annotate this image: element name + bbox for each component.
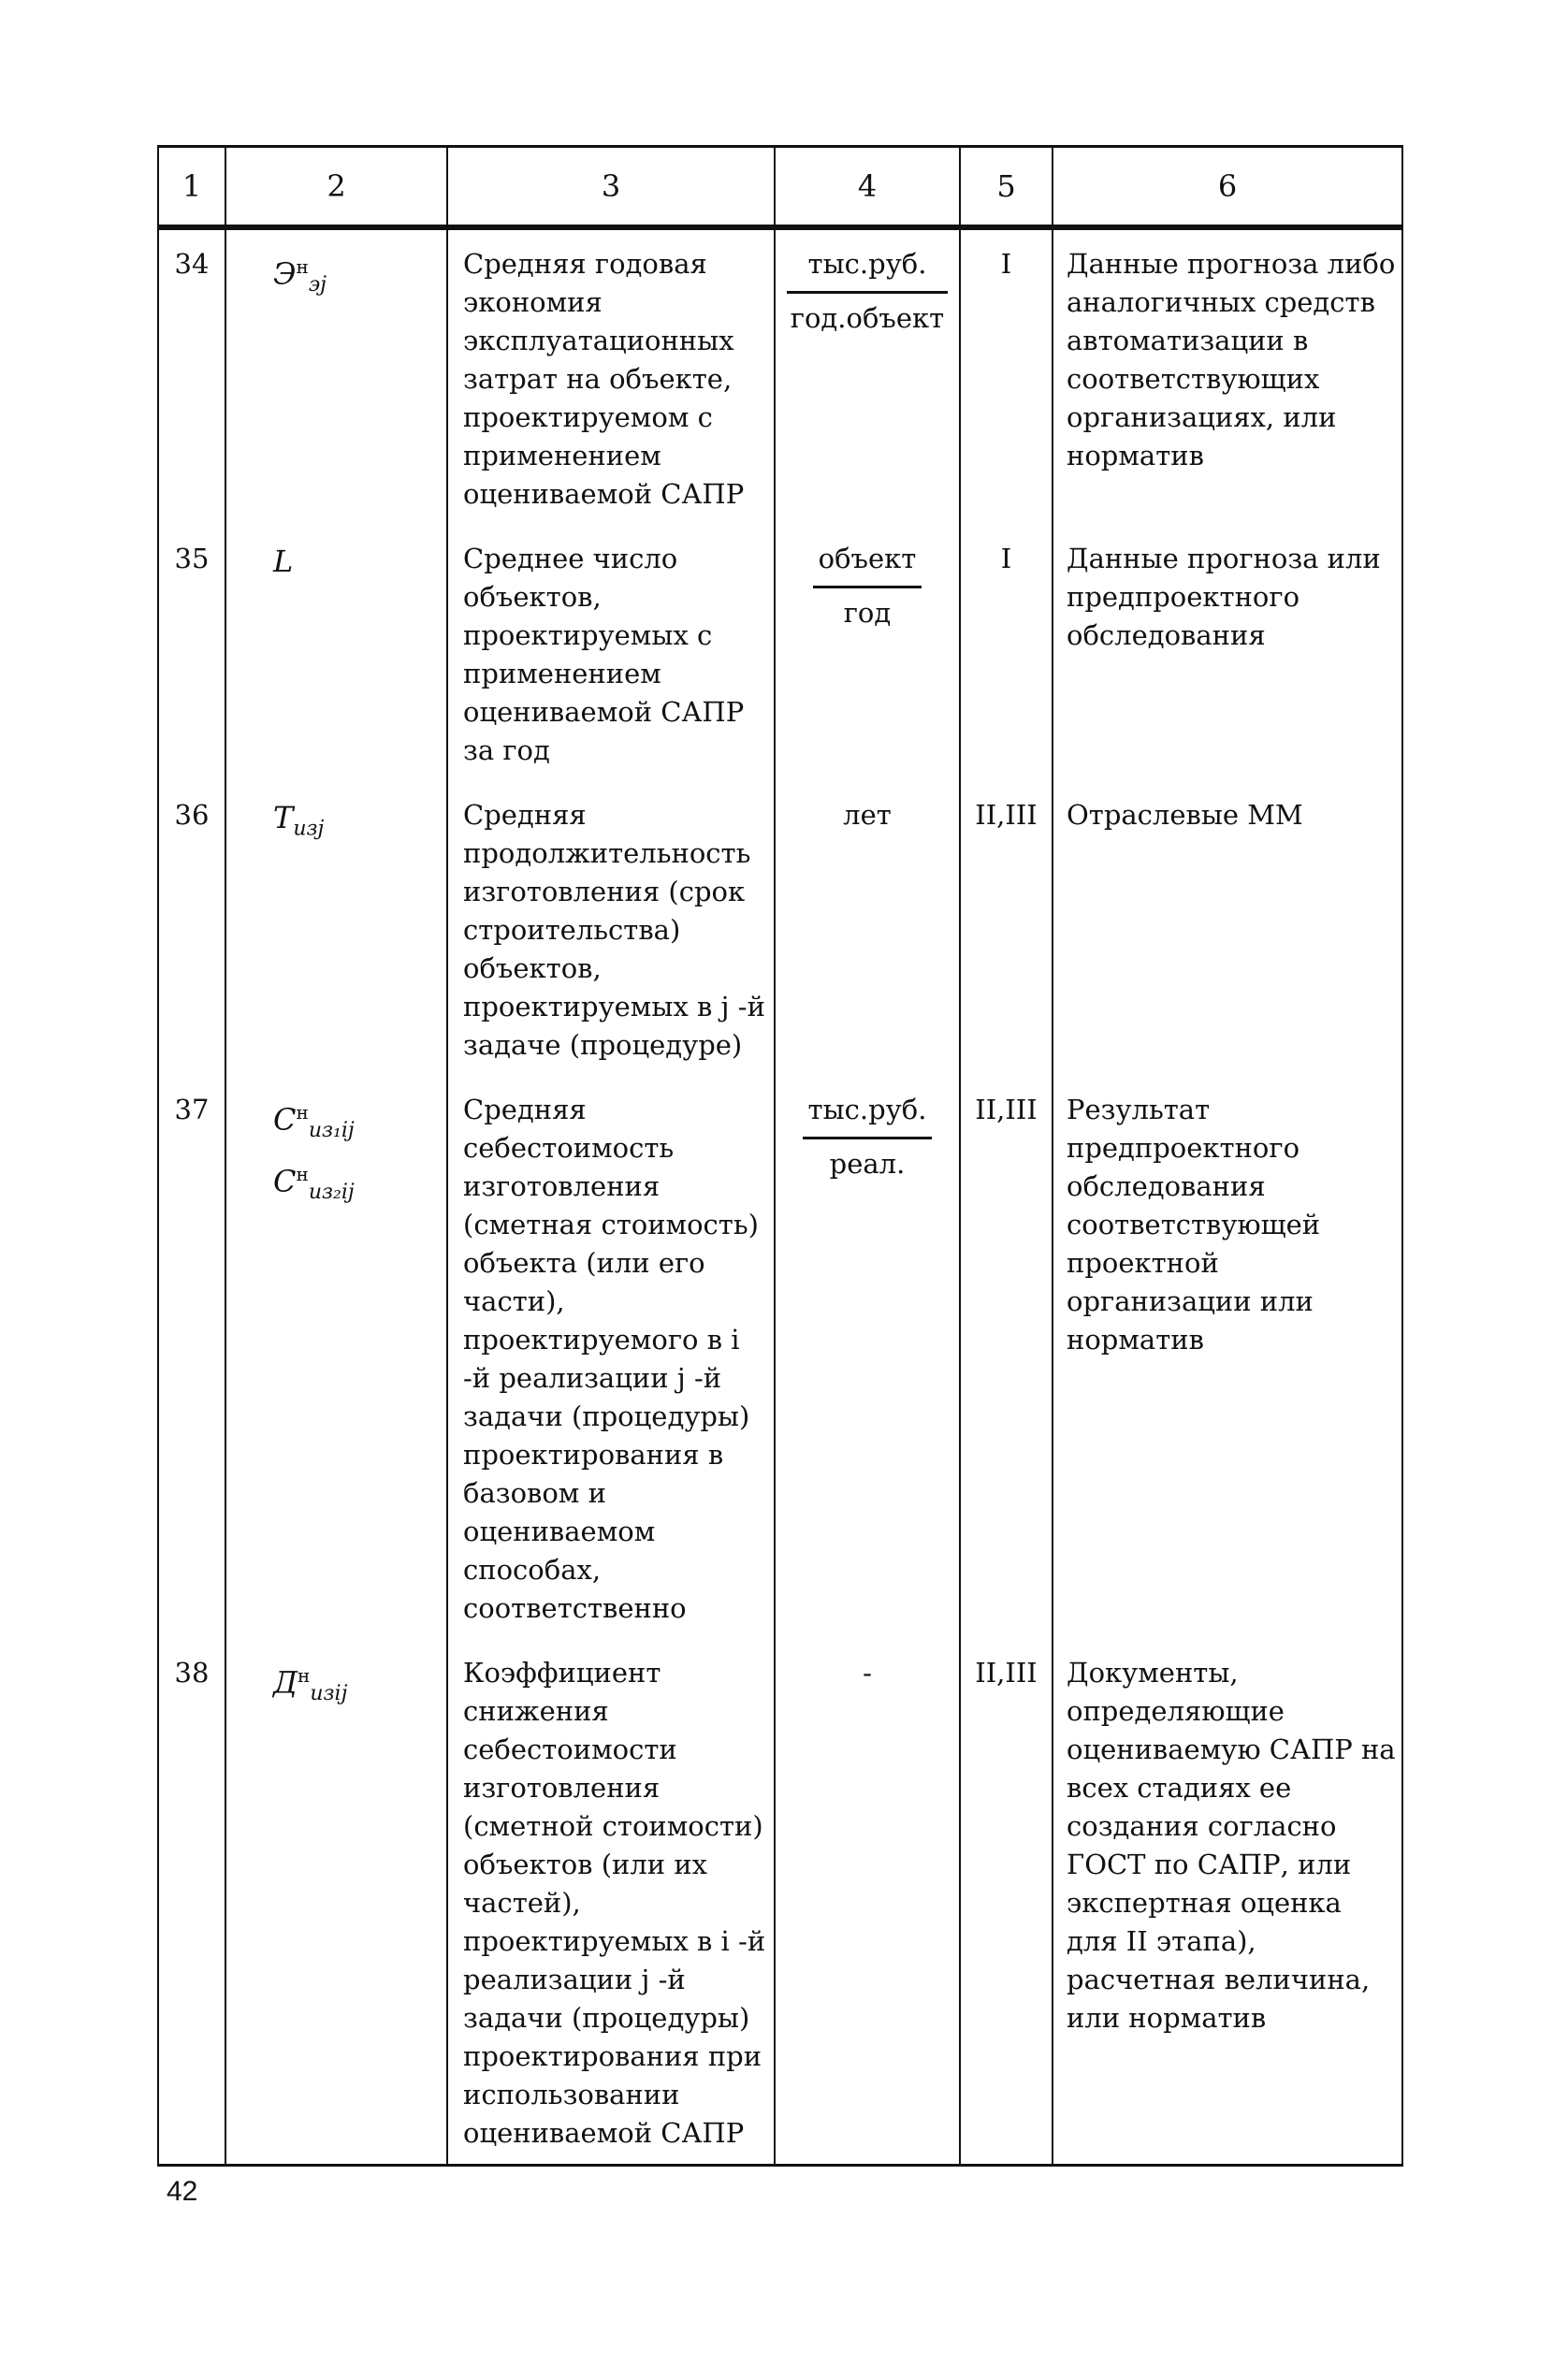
header-col-1: 1 bbox=[158, 147, 225, 228]
symbol-superscript: н bbox=[296, 1163, 309, 1186]
parameter-source: Данные прогноза или предпроектного обследования bbox=[1053, 525, 1402, 781]
page-number: 42 bbox=[167, 2176, 198, 2207]
table-row bbox=[158, 525, 1402, 781]
symbol-subscript: из₁ij bbox=[308, 1119, 355, 1143]
parameter-symbol bbox=[225, 1639, 447, 2166]
table-row bbox=[158, 781, 1402, 1076]
parameter-stage: II,III bbox=[960, 1076, 1053, 1639]
row-number: 34 bbox=[158, 227, 225, 525]
symbol-base: T bbox=[273, 800, 294, 835]
header-col-2: 2 bbox=[225, 147, 447, 228]
symbol-superscript: н bbox=[298, 1664, 311, 1687]
symbol-subscript: изij bbox=[310, 1682, 348, 1706]
parameter-unit: - bbox=[775, 1639, 960, 2166]
parameter-description: Коэффициент снижения себестоимости изготовления (сметной стоимости) объектов (или их частей), проектируемых в i -й реализации j -й задачи (процедуры) проектирования при использовании оцениваемой САПР bbox=[447, 1639, 775, 2166]
parameter-stage: II,III bbox=[960, 1639, 1053, 2166]
unit-numerator: тыс.руб. bbox=[803, 1091, 933, 1139]
unit-numerator: тыс.руб. bbox=[787, 245, 948, 294]
parameter-stage: I bbox=[960, 227, 1053, 525]
header-col-6: 6 bbox=[1053, 147, 1402, 228]
parameter-symbol bbox=[225, 227, 447, 525]
row-number: 38 bbox=[158, 1639, 225, 2166]
row-number: 37 bbox=[158, 1076, 225, 1639]
parameter-stage: II,III bbox=[960, 781, 1053, 1076]
parameter-stage: I bbox=[960, 525, 1053, 781]
parameter-unit bbox=[775, 1076, 960, 1639]
parameter-symbol bbox=[225, 781, 447, 1076]
table-row bbox=[158, 1639, 1402, 2166]
parameter-description: Среднее число объектов, проектируемых с применением оцениваемой САПР за год bbox=[447, 525, 775, 781]
symbol-superscript: н bbox=[296, 1101, 309, 1124]
unit-denominator: год bbox=[843, 597, 892, 629]
row-number: 36 bbox=[158, 781, 225, 1076]
table-row bbox=[158, 227, 1402, 525]
header-col-3: 3 bbox=[447, 147, 775, 228]
symbol-base: С bbox=[273, 1163, 297, 1199]
parameter-symbol bbox=[225, 1076, 447, 1639]
parameter-source: Данные прогноза либо аналогичных средств автоматизации в соответствующих организациях, или норматив bbox=[1053, 227, 1402, 525]
parameter-source: Результат предпроектного обследования соответствующей проектной организации или норматив bbox=[1053, 1076, 1402, 1639]
parameter-symbol bbox=[225, 525, 447, 781]
parameter-source: Отраслевые ММ bbox=[1053, 781, 1402, 1076]
parameter-description: Средняя годовая экономия эксплуатационных затрат на объекте, проектируемом с применением оцениваемой САПР bbox=[447, 227, 775, 525]
parameter-description: Средняя себестоимость изготовления (сметная стоимость) объекта (или его части), проектируемого в i -й реализации j -й задачи (процедуры) проектирования в базовом и оцениваемом способах, соответственно bbox=[447, 1076, 775, 1639]
row-number: 35 bbox=[158, 525, 225, 781]
symbol-base: L bbox=[273, 544, 294, 579]
parameter-source: Документы, определяющие оцениваемую САПР на всех стадиях ее создания согласно ГОСТ по САПР, или экспертная оценка для II этапа), расчетная величина, или норматив bbox=[1053, 1639, 1402, 2166]
symbol-base: С bbox=[273, 1101, 297, 1138]
unit-denominator: год.объект bbox=[790, 302, 945, 334]
parameter-unit bbox=[775, 525, 960, 781]
parameter-unit: лет bbox=[775, 781, 960, 1076]
parameter-unit bbox=[775, 227, 960, 525]
parameters-table bbox=[157, 145, 1403, 2167]
table-header-row bbox=[158, 147, 1402, 228]
unit-numerator: объект bbox=[813, 540, 922, 588]
unit-denominator: реал. bbox=[829, 1148, 906, 1180]
symbol-base: Д bbox=[273, 1664, 298, 1701]
symbol-subscript: изj bbox=[293, 817, 325, 841]
symbol-base: Э bbox=[273, 255, 297, 292]
header-col-5: 5 bbox=[960, 147, 1053, 228]
header-col-4: 4 bbox=[775, 147, 960, 228]
symbol-subscript: из₂ij bbox=[308, 1181, 355, 1205]
symbol-subscript: эj bbox=[308, 273, 327, 297]
parameter-description: Средняя продолжительность изготовления (срок строительства) объектов, проектируемых в j -й задаче (процедуре) bbox=[447, 781, 775, 1076]
symbol-superscript: н bbox=[296, 255, 309, 278]
table-row bbox=[158, 1076, 1402, 1639]
